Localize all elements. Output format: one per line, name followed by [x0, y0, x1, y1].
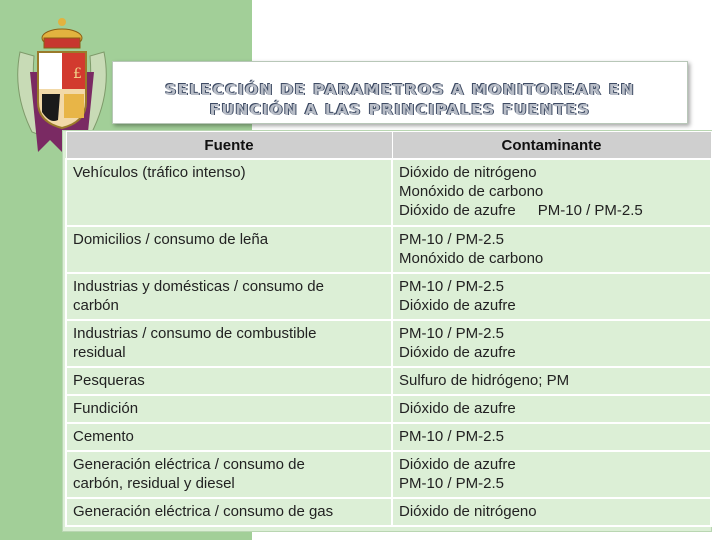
contaminante-cell: Dióxido de azufre: [392, 395, 711, 423]
table-row: [66, 395, 711, 423]
fuente-cell: Cemento: [66, 423, 392, 451]
fuente-cell: Fundición: [66, 395, 392, 423]
table-row: [66, 498, 711, 526]
table-header-row: [66, 132, 711, 160]
table-row: [66, 367, 711, 395]
fuente-cell: Vehículos (tráfico intenso): [66, 159, 392, 226]
table-row: [66, 159, 711, 226]
contaminante-cell: Dióxido de nitrógeno: [392, 498, 711, 526]
contaminante-cell: PM-10 / PM-2.5 Dióxido de azufre: [392, 273, 711, 320]
svg-text:£: £: [73, 66, 82, 82]
contaminante-cell: Dióxido de azufre PM-10 / PM-2.5: [392, 451, 711, 498]
fuente-cell: Industrias y domésticas / consumo de carbón: [66, 273, 392, 320]
title-line-1: SELECCIÓN DE PARAMETROS A MONITOREAR EN: [165, 81, 635, 99]
table-row: [66, 273, 711, 320]
table-container: [62, 130, 712, 532]
sources-pollutants-table: [65, 131, 712, 527]
fuente-cell: Industrias / consumo de combustible residual: [66, 320, 392, 367]
title-line-2: FUNCIÓN A LAS PRINCIPALES FUENTES: [209, 101, 591, 119]
table-row: [66, 226, 711, 273]
contaminante-cell: PM-10 / PM-2.5: [392, 423, 711, 451]
table-row: [66, 451, 711, 498]
title-box: [112, 61, 688, 124]
fuente-cell: Domicilios / consumo de leña: [66, 226, 392, 273]
fuente-cell: Generación eléctrica / consumo de gas: [66, 498, 392, 526]
table-row: [66, 320, 711, 367]
header-fuente: Fuente: [66, 132, 392, 160]
header-contaminante: Contaminante: [392, 132, 711, 160]
contaminante-cell: PM-10 / PM-2.5 Dióxido de azufre: [392, 320, 711, 367]
table-row: [66, 423, 711, 451]
contaminante-cell: Sulfuro de hidrógeno; PM: [392, 367, 711, 395]
contaminante-cell: PM-10 / PM-2.5 Monóxido de carbono: [392, 226, 711, 273]
page-title: [113, 80, 687, 120]
fuente-cell: Pesqueras: [66, 367, 392, 395]
contaminante-cell: Dióxido de nitrógeno Monóxido de carbono Dióxido de azufre PM-10 / PM-2.5: [392, 159, 711, 226]
fuente-cell: Generación eléctrica / consumo de carbón, residual y diesel: [66, 451, 392, 498]
